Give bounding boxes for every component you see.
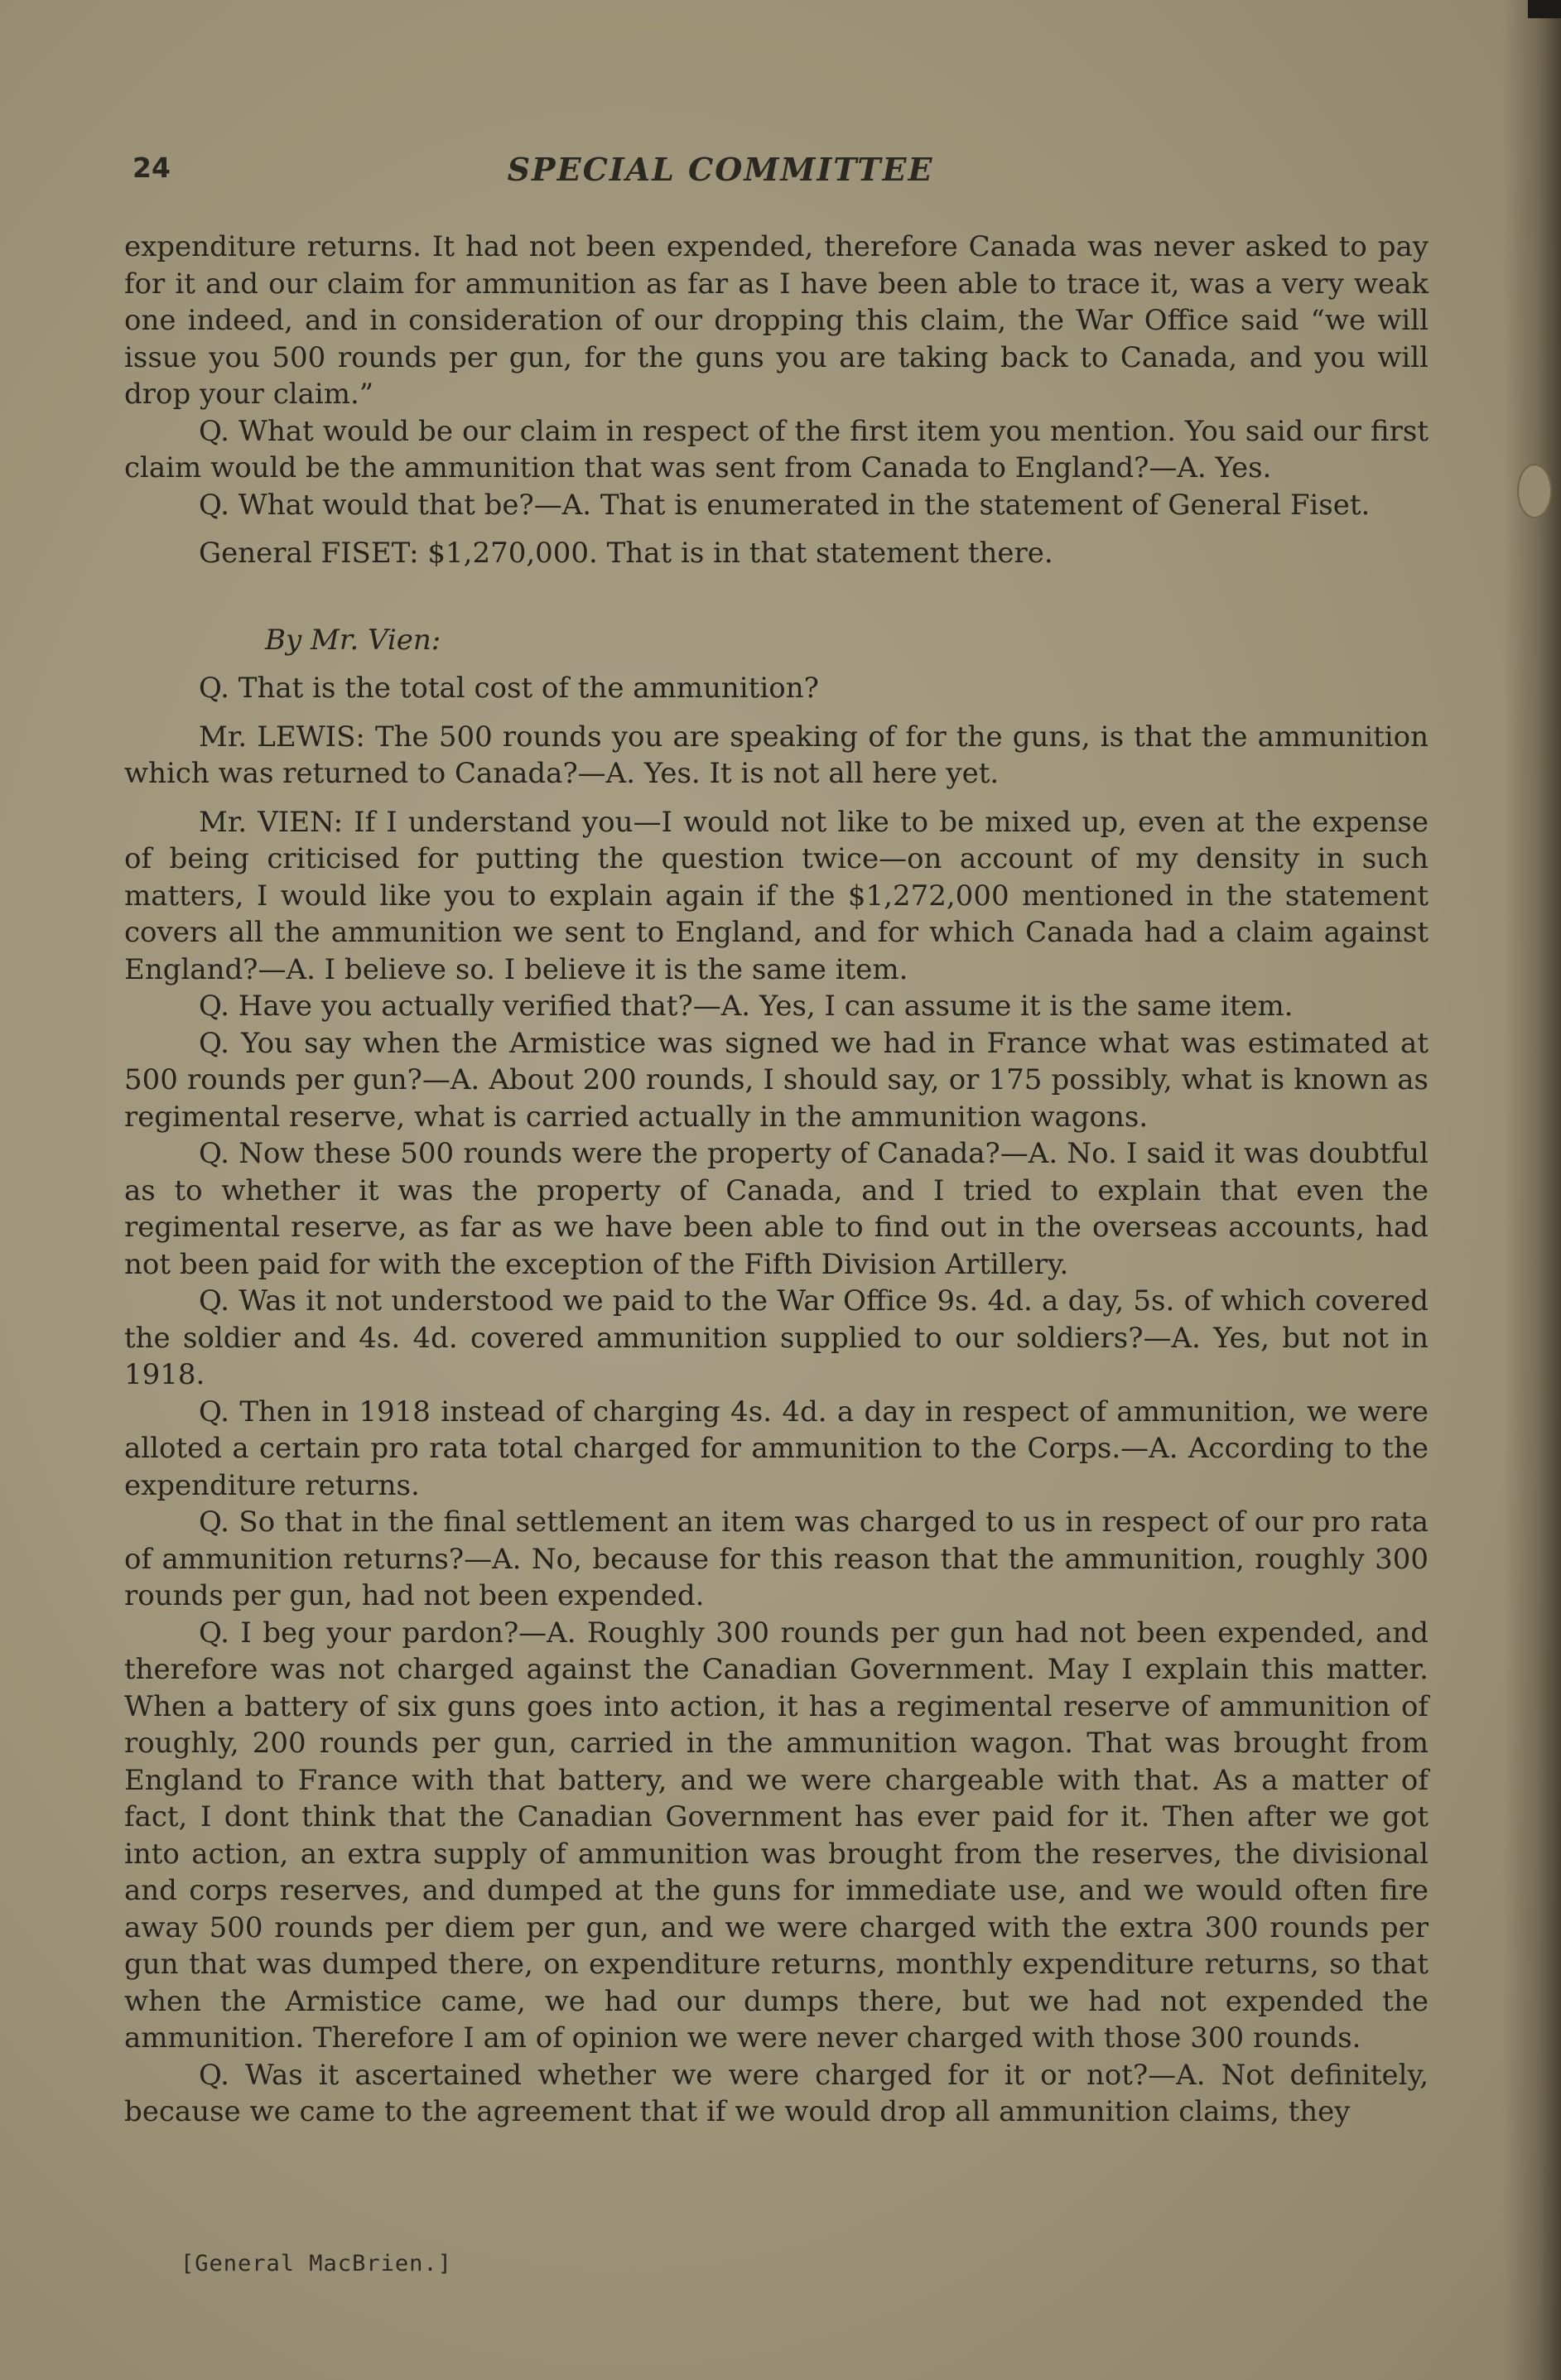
footer-speaker-note: [General MacBrien.]: [181, 2251, 452, 2276]
paragraph: Q. What would that be?—A. That is enumerated in the statement of General Fiset.: [199, 488, 1371, 522]
body-text: [124, 229, 1429, 2131]
paragraph: Q. Then in 1918 instead of charging 4s. 4d. a day in respect of ammunition, we were alloted a certain pro rata total charged for ammunition to the Corps.—A. According to the expenditure returns.: [124, 1395, 1429, 1502]
paragraph: Mr. LEWIS: The 500 rounds you are speaking of for the guns, is that the ammunition which was returned to Canada?—A. Yes. It is not all here yet.: [124, 720, 1429, 790]
paragraph: Q. That is the total cost of the ammunition?: [199, 672, 819, 705]
paragraph: Mr. VIEN: If I understand you—I would not like to be mixed up, even at the expense of being criticised for putting the question twice—on account of my density in such matters, I would like you to explain again if the $1,272,000 mentioned in the statement covers all the ammunition we sent to England, and for which Canada had a claim against England?—A. I believe so. I believe it is the same item.: [124, 805, 1429, 986]
paragraph: Q. I beg your pardon?—A. Roughly 300 rounds per gun had not been expended, and therefore was not charged against the Canadian Government. May I explain this matter. When a battery of six guns goes into action, it has a regimental reserve of ammunition of roughly, 200 rounds per gun, carried in the ammunition wagon. That was brought from England to France with that battery, and we were chargeable with that. As a matter of fact, I dont think that the Canadian Government has ever paid for it. Then after we got into action, an extra supply of ammunition was brought from the reserves, the divisional and corps reserves, and dumped at the guns for immediate use, and we would often fire away 500 rounds per diem per gun, and we were charged with the extra 300 rounds per gun that was dumped there, on expenditure returns, monthly expenditure returns, so that when the Armistice came, we had our dumps there, but we had not expended the ammunition. Therefore I am of opinion we were never charged with those 300 rounds.: [124, 1616, 1429, 2055]
paragraph: Q. Was it not understood we paid to the War Office 9s. 4d. a day, 5s. of which covered the soldier and 4s. 4d. covered ammunition supplied to our soldiers?—A. Yes, but not in 1918.: [124, 1284, 1429, 1391]
paragraph: Q. What would be our claim in respect of the first item you mention. You said our first claim would be the ammunition that was sent from Canada to England?—A. Yes.: [124, 414, 1429, 484]
paragraph: Q. You say when the Armistice was signed we had in France what was estimated at 500 rounds per gun?—A. About 200 rounds, I should say, or 175 possibly, what is known as regimental reserve, what is carried actually in the ammunition wagons.: [124, 1026, 1429, 1134]
paragraph: Q. Was it ascertained whether we were charged for it or not?—A. Not definitely, because we came to the agreement that if we would drop all ammunition claims, they: [124, 2058, 1429, 2128]
paragraph: Q. So that in the final settlement an item was charged to us in respect of our pro rata of ammunition returns?—A. No, because for this reason that the ammunition, roughly 300 rounds per gun, had not been expended.: [124, 1506, 1429, 1612]
running-title: SPECIAL COMMITTEE: [507, 151, 934, 188]
page-number: 24: [132, 152, 171, 184]
page-corner: [1528, 0, 1561, 18]
paragraph: Q. Have you actually verified that?—A. Yes, I can assume it is the same item.: [199, 990, 1294, 1023]
paragraph: expenditure returns. It had not been expended, therefore Canada was never asked to pay for it and our claim for ammunition as far as I have been able to trace it, was a very weak one indeed, and in consideration of our dropping this claim, the War Office said “we will issue you 500 rounds per gun, for the guns you are taking back to Canada, and you will drop your claim.”: [124, 230, 1429, 411]
binding-hole: [1517, 464, 1552, 518]
paragraph: General FISET: $1,270,000. That is in that statement there.: [199, 537, 1053, 570]
page-edge-shadow: [1503, 0, 1561, 2380]
section-heading: By Mr. Vien:: [265, 623, 441, 657]
paragraph: Q. Now these 500 rounds were the property of Canada?—A. No. I said it was doubtful as to whether it was the property of Canada, and I tried to explain that even the regimental reserve, as far as we have been able to find out in the overseas accounts, had not been paid for with the exception of the Fifth Division Artillery.: [124, 1137, 1429, 1281]
